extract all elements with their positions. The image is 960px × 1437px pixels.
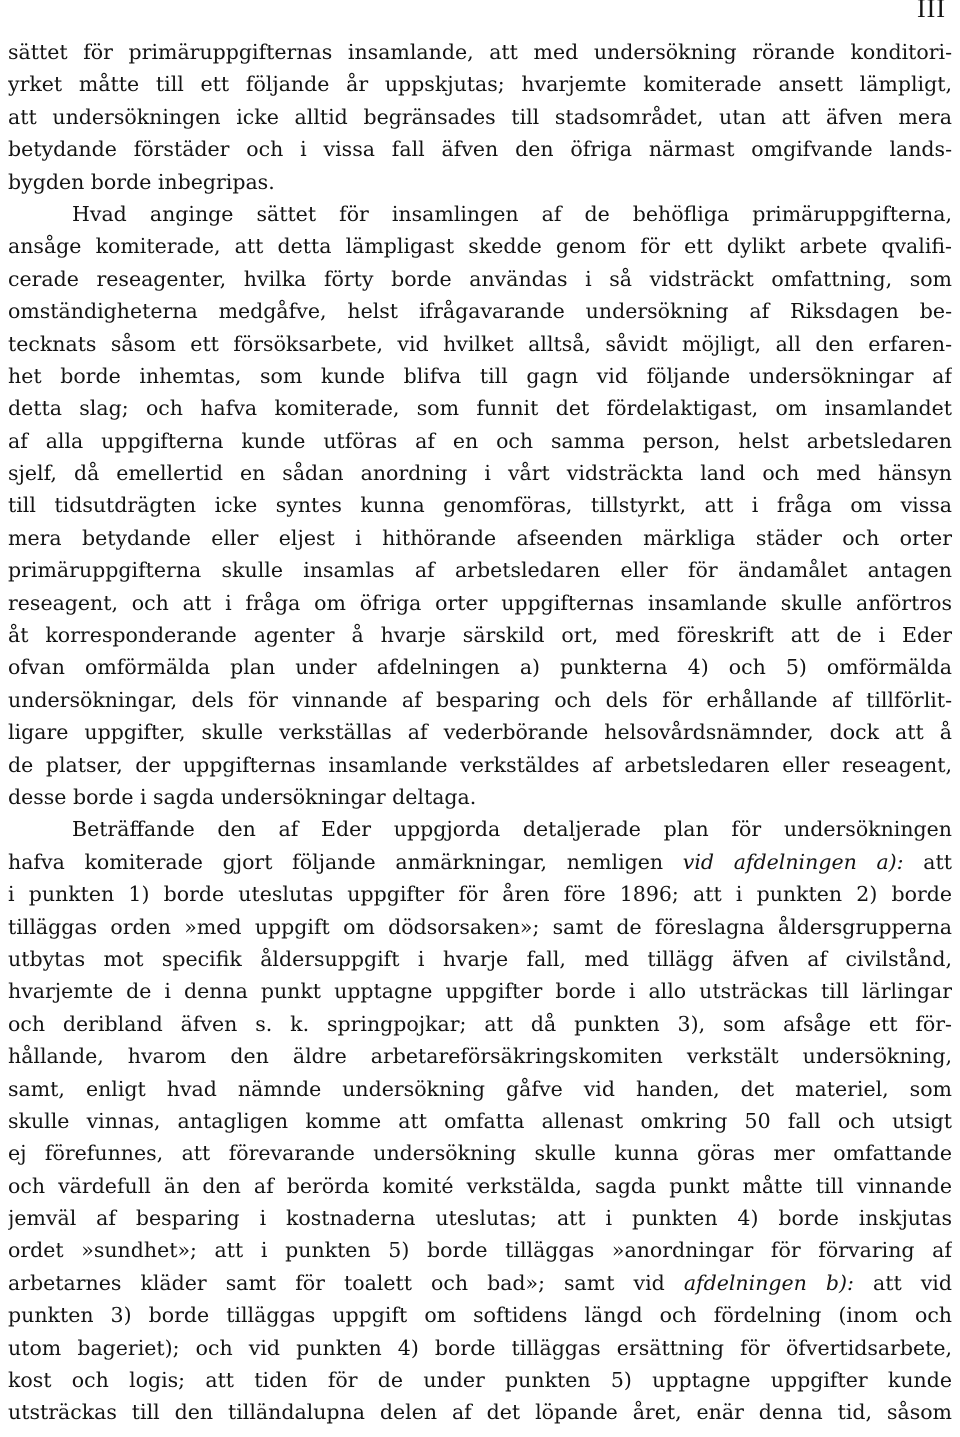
text-line: samt, enligt hvad nämnde undersökning gåfve vid handen, det materiel, som xyxy=(8,1076,952,1101)
text-line: utom bageriet); och vid punkten 4) borde tilläggas ersättning för öfvertidsarbete, xyxy=(8,1335,952,1360)
text-line: mera betydande eller eljest i hithörande afseenden märkliga städer och orter xyxy=(8,525,952,550)
text-line: skulle vinnas, antagligen komme att omfatta allenast omkring 50 fall och utsigt xyxy=(8,1108,952,1133)
text-line: ej förefunnes, att förevarande undersökning skulle kunna göras mer omfattande xyxy=(8,1141,952,1166)
text-line: cerade reseagenter, hvilka förty borde användas i så vidsträckt omfattning, som xyxy=(8,266,952,291)
text-line: punkten 3) borde tilläggas uppgift om softidens längd och fördelning (inom och xyxy=(8,1303,952,1328)
text-line: af alla uppgifterna kunde utföras af en och samma person, helst arbetsledaren xyxy=(8,428,952,453)
text-line: yrket måtte till ett följande år uppskjutas; hvarjemte komiterade ansett lämpligt, xyxy=(8,72,952,97)
text-line: hållande, hvarom den äldre arbetareförsäkringskomiten verkstält undersökning, xyxy=(8,1044,952,1069)
paragraph xyxy=(8,198,952,813)
text-line: sjelf, då emellertid en sådan anordning i vårt vidsträckta land och med hänsyn xyxy=(8,461,952,486)
text-line: hafva komiterade gjort följande anmärkningar, nemligen vid afdelningen a): att xyxy=(8,849,952,874)
text-line: de platser, der uppgifternas insamlande verkstäldes af arbetsledaren eller reseagent, xyxy=(8,752,952,777)
text-line: Beträffande den af Eder uppgjorda detaljerade plan för undersökningen xyxy=(72,817,952,842)
text-line: att undersökningen icke alltid begränsades till stadsområdet, utan att äfven mera xyxy=(8,104,952,129)
paragraph xyxy=(8,36,952,198)
paragraph xyxy=(8,813,952,1428)
text-line: omständigheterna medgåfve, helst ifrågavarande undersökning af Riksdagen be- xyxy=(8,299,952,324)
text-line: betydande förstäder och i vissa fall äfven den öfriga närmast omgifvande lands- xyxy=(8,137,952,162)
text-line: till tidsutdrägten icke syntes kunna genomföras, tillstyrkt, att i fråga om vissa xyxy=(8,493,952,518)
text-line: åt korresponderande agenter å hvarje särskild ort, med föreskrift att de i Eder xyxy=(8,623,952,648)
text-line: het borde inhemtas, som kunde blifva till gagn vid följande undersökningar af xyxy=(8,363,952,388)
text-line: kost och logis; att tiden för de under punkten 5) upptagne uppgifter kunde xyxy=(8,1368,952,1393)
text-line: sättet för primäruppgifternas insamlande, att med undersökning rörande konditori- xyxy=(8,40,952,64)
text-line: i punkten 1) borde uteslutas uppgifter för åren före 1896; att i punkten 2) borde xyxy=(8,882,952,907)
text-line: arbetarnes kläder samt för toalett och bad»; samt vid afdelningen b): att vid xyxy=(8,1270,952,1295)
text-line: utsträckas till den tilländalupna delen af det löpande året, enär denna tid, såsom xyxy=(8,1400,952,1425)
text-line: utbytas mot specifik åldersuppgift i hvarje fall, med tillägg äfven af civilstånd, xyxy=(8,946,952,971)
text-line: detta slag; och hafva komiterade, som funnit det fördelaktigast, om insamlandet xyxy=(8,396,952,421)
body-text xyxy=(8,36,952,1429)
text-line: desse borde i sagda undersökningar deltaga. xyxy=(8,784,477,809)
text-line: ansåge komiterade, att detta lämpligast skedde genom för ett dylikt arbete qvalifi- xyxy=(8,234,952,259)
text-line: reseagent, och att i fråga om öfriga orter uppgifternas insamlande skulle anförtros xyxy=(8,590,952,615)
text-line: bygden borde inbegripas. xyxy=(8,169,275,194)
text-line: och deribland äfven s. k. springpojkar; att då punkten 3), som afsåge ett för- xyxy=(8,1011,952,1036)
text-line: Hvad anginge sättet för insamlingen af de behöfliga primäruppgifterna, xyxy=(72,201,952,226)
text-line: undersökningar, dels för vinnande af besparing och dels för erhållande af tillförlit- xyxy=(8,687,952,712)
text-line: ligare uppgifter, skulle verkställas af vederbörande helsovårdsnämnder, dock att å xyxy=(8,720,952,745)
page-number: III xyxy=(917,0,946,23)
text-line: tecknats såsom ett försöksarbete, vid hvilket alltså, såvidt möjligt, all den erfaren- xyxy=(8,331,952,356)
text-line: tilläggas orden »med uppgift om dödsorsaken»; samt de föreslagna åldersgrupperna xyxy=(8,914,952,939)
text-line: jemväl af besparing i kostnaderna uteslutas; att i punkten 4) borde inskjutas xyxy=(8,1206,952,1231)
text-line: ordet »sundhet»; att i punkten 5) borde tilläggas »anordningar för förvaring af xyxy=(8,1238,952,1263)
text-line: ofvan omförmälda plan under afdelningen a) punkterna 4) och 5) omförmälda xyxy=(8,655,952,680)
text-line: primäruppgifterna skulle insamlas af arbetsledaren eller för ändamålet antagen xyxy=(8,558,952,583)
text-line: hvarjemte de i denna punkt upptagne uppgifter borde i allo utsträckas till lärlingar xyxy=(8,979,952,1004)
text-line: och värdefull än den af berörda komité verkstälda, sagda punkt måtte till vinnande xyxy=(8,1173,952,1198)
